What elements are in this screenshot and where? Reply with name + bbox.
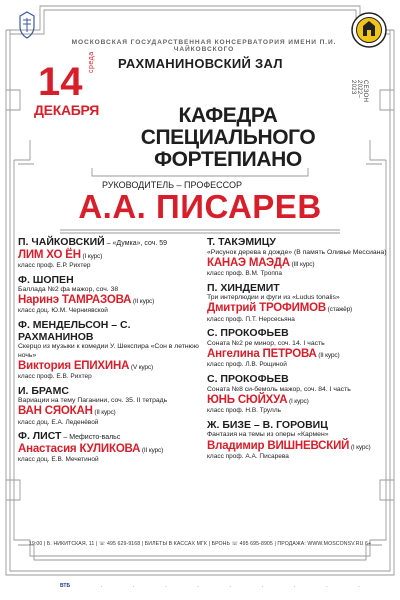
composer (18, 320, 203, 343)
performer-year: (стажёр) (325, 306, 353, 314)
sponsor-logo: ВТБ (60, 583, 71, 589)
performer-name: Виктория ЕПИХИНА (18, 359, 130, 372)
performer-year: (I курс) (287, 397, 309, 405)
performer (207, 348, 390, 361)
date-weekday: среда (88, 51, 95, 73)
composer-name: С. ПРОКОФЬЕВ (207, 373, 289, 386)
teacher-class: класс проф. А.А. Писарева (207, 452, 289, 460)
work-title: Вариации на тему Паганини, соч. 35. II тетрадь (18, 397, 168, 405)
performer-name: ЮНЬ СЮЙХУА (207, 393, 288, 406)
performer-year: (II курс) (140, 446, 164, 454)
performer-year: (V курс) (129, 363, 153, 371)
sponsor-logo: · (358, 583, 360, 589)
concert-title-line1: КАФЕДРА (178, 104, 278, 127)
sponsor-logo: · (326, 583, 328, 589)
composer (18, 237, 203, 249)
program-item (18, 431, 203, 464)
performer-year: (I курс) (80, 252, 103, 260)
program-item (18, 320, 203, 380)
program-item (207, 374, 390, 415)
conservatory-emblem-icon (350, 8, 388, 52)
performer (18, 360, 203, 373)
work-title: Баллада №2 фа мажор, соч. 38 (18, 286, 119, 294)
program-left-column (18, 237, 203, 469)
composer (18, 431, 203, 443)
performer-year: (II курс) (316, 352, 340, 360)
date-day: 14 (38, 60, 83, 104)
date-month: ДЕКАБРЯ (34, 102, 99, 118)
performer-year: (II курс) (131, 298, 155, 306)
hall-name: РАХМАНИНОВСКИЙ ЗАЛ (118, 56, 283, 71)
performer-year: (III курс) (289, 260, 315, 268)
sponsor-logo: · (165, 583, 167, 589)
performer-name: ВАН СЯОКАН (18, 405, 93, 418)
composer-name: Ф. ЛИСТ (18, 430, 62, 443)
season-label: СЕЗОН 2022–2023 (350, 80, 368, 103)
composer (207, 328, 390, 340)
teacher-class: класс доц. Е.В. Мечетиной (18, 456, 99, 464)
composer (207, 283, 390, 295)
composer-name: Ф. ШОПЕН (18, 273, 74, 286)
sponsor-logo: · (294, 583, 296, 589)
composer-note: – Мефисто-вальс (61, 434, 121, 442)
performer (207, 394, 390, 407)
sponsor-logo: · (100, 583, 103, 589)
performer-name: Дмитрий ТРОФИМОВ (207, 302, 326, 315)
performer-name: ЛИМ ХО ЁН (18, 248, 81, 261)
performer-name: Наринэ ТАМРАЗОВА (18, 294, 132, 307)
teacher-class: класс проф. Е.В. Рихтер (18, 372, 92, 380)
program-right-column (207, 237, 390, 466)
head-name: А.А. ПИСАРЕВ (78, 188, 322, 225)
teacher-class: класс проф. Е.Р. Рихтер (18, 261, 91, 269)
performer (18, 294, 203, 307)
composer-name: П. ЧАЙКОВСКИЙ (18, 236, 105, 248)
sponsor-logo: · (229, 583, 232, 589)
program-item (18, 275, 203, 316)
composer-name: И. БРАМС (18, 384, 69, 397)
teacher-class: класс доц. Ю.М. Черниявской (18, 307, 108, 315)
program-item (207, 420, 390, 461)
composer (207, 420, 390, 432)
work-title: Фантазия на темы из оперы «Кармен» (207, 431, 329, 439)
work-title: «Рисунок дерева в дожде» (В память Оливье Мессиана) (207, 248, 387, 256)
performer-name: Анастасия КУЛИКОВА (18, 442, 141, 455)
program-item (18, 237, 203, 270)
composer-name: С. ПРОКОФЬЕВ (207, 327, 289, 340)
composer (207, 237, 390, 249)
teacher-class: класс проф. В.М. Троппа (207, 269, 282, 277)
sponsor-logo: · (261, 583, 264, 589)
program-item (207, 328, 390, 369)
performer (207, 302, 390, 315)
teacher-class: класс проф. П.Т. Нерсесьяна (207, 315, 295, 323)
head-role: РУКОВОДИТЕЛЬ – ПРОФЕССОР (102, 180, 242, 190)
performer-name: Ангелина ПЕТРОВА (207, 348, 317, 361)
crest-icon (14, 10, 40, 40)
composer (18, 386, 203, 398)
teacher-class: класс проф. Л.В. Рощиной (207, 361, 287, 369)
work-title: Соната №2 ре минор, соч. 14. I часть (207, 339, 325, 347)
program-item (18, 386, 203, 427)
performer (207, 257, 390, 270)
work-title: Три интерлюдии и фуги из «Ludus tonalis» (207, 294, 340, 302)
work-title: Скерцо из музыки к комедии У. Шекспира «Сон в летнюю ночь» (18, 343, 199, 359)
conservatory-name: МОСКОВСКАЯ ГОСУДАРСТВЕННАЯ КОНСЕРВАТОРИЯ ИМЕНИ П.И. ЧАЙКОВСКОГО (71, 39, 337, 53)
composer (207, 374, 390, 386)
performer (18, 405, 203, 418)
performer-name: КАНАЭ МАЭДА (207, 256, 290, 269)
performer (18, 443, 203, 456)
performer (18, 249, 203, 262)
work-title: Соната №8 си-бемоль мажор, соч. 84. I часть (207, 385, 351, 393)
concert-title (98, 105, 358, 171)
program-item (207, 237, 390, 278)
composer-name: Т. ТАКЭМИЦУ (207, 236, 276, 248)
sponsor-logo: · (197, 583, 199, 589)
sponsor-logo: · (132, 583, 135, 589)
composer-name: П. ХИНДЕМИТ (207, 281, 280, 294)
teacher-class: класс доц. Е.А. Леденёвой (18, 418, 99, 426)
program-item (207, 283, 390, 324)
teacher-class: класс проф. Н.В. Трулль (207, 407, 282, 415)
performer-year: (II курс) (92, 409, 116, 417)
footer-info: 19:00 | Б. НИКИТСКАЯ, 11 | ☏ 495 629-9168 | БИЛЕТЫ В КАССАХ МГК | БРОНЬ ☏ 495 695-8905 | ПРОДАЖА: WWW.MOSCONSV.RU 6+ (28, 541, 372, 547)
sponsors-strip (60, 583, 360, 589)
performer-name: Владимир ВИШНЕВСКИЙ (207, 439, 350, 452)
composer-note: – «Думка», соч. 59 (104, 240, 168, 247)
performer-year: (I курс) (349, 443, 371, 451)
composer-name: Ф. МЕНДЕЛЬСОН – С. РАХМАНИНОВ (18, 319, 131, 343)
composer (18, 275, 203, 287)
composer-name: Ж. БИЗЕ – В. ГОРОВИЦ (207, 418, 328, 431)
performer (207, 440, 390, 453)
concert-title-line2: СПЕЦИАЛЬНОГО ФОРТЕПИАНО (140, 126, 316, 172)
